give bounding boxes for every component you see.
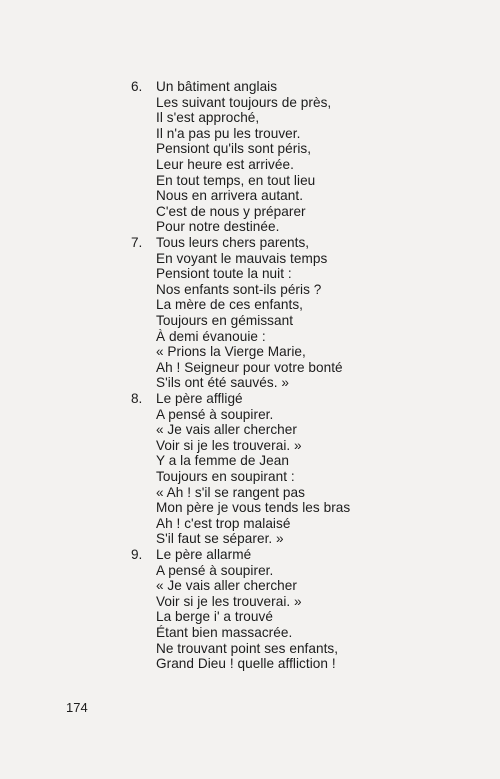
verse-line: S'ils ont été sauvés. » (156, 375, 289, 391)
verse-line: Ah ! Seigneur pour votre bonté (156, 359, 343, 375)
verse-line: Ne trouvant point ses enfants, (156, 640, 339, 656)
verse-line: A pensé à soupirer. (156, 562, 274, 578)
stanza-number: 8. (131, 391, 143, 406)
verse-line: Y a la femme de Jean (156, 453, 289, 469)
verse-line: Tous leurs chers parents, (156, 235, 310, 250)
verse-line: La mère de ces enfants, (156, 297, 303, 313)
verse-line: « Prions la Vierge Marie, (156, 344, 306, 360)
page-number: 174 (66, 700, 88, 715)
verse-line: Il s'est approché, (156, 110, 260, 126)
verse-line: Mon père je vous tends les bras (156, 500, 351, 516)
verse-line: Toujours en soupirant : (156, 468, 295, 484)
verse-line: Le père allarmé (156, 547, 252, 562)
stanza-lines (156, 547, 476, 672)
stanza-lines (156, 79, 476, 235)
verse-line: Pensiont toute la nuit : (156, 266, 292, 282)
verse-line: A pensé à soupirer. (156, 406, 274, 422)
verse-line: Nos enfants sont-ils péris ? (156, 281, 322, 297)
stanza-lines (156, 235, 476, 391)
stanza-number: 7. (131, 235, 143, 250)
verse-line: Un bâtiment anglais (156, 79, 278, 94)
verse-line: S'il faut se séparer. » (156, 531, 284, 547)
verse-line: Les suivant toujours de près, (156, 94, 332, 110)
verse-line: Nous en arrivera autant. (156, 188, 304, 204)
verse-line: À demi évanouie : (156, 328, 266, 344)
stanza-number: 9. (131, 547, 143, 562)
verse-line: Pensiont qu'ils sont péris, (156, 141, 312, 157)
verse-line: Leur heure est arrivée. (156, 156, 294, 172)
verse-line: Ah ! c'est trop malaisé (156, 515, 291, 531)
verse-line: Il n'a pas pu les trouver. (156, 125, 301, 141)
verse-line: Étant bien massacrée. (156, 624, 293, 640)
verse-line: « Ah ! s'il se rangent pas (156, 484, 305, 500)
verse-line: En voyant le mauvais temps (156, 250, 328, 266)
verse-line: En tout temps, en tout lieu (156, 172, 316, 188)
verse-line: « Je vais aller chercher (156, 422, 297, 438)
stanza-number: 6. (131, 79, 143, 94)
verse-line: « Je vais aller chercher (156, 578, 297, 594)
verse-line: Pour notre destinée. (156, 219, 280, 235)
verse-line: La berge i' a trouvé (156, 609, 273, 625)
verse-line: Le père affligé (156, 391, 243, 406)
verse-line: Toujours en gémissant (156, 312, 294, 328)
verse-line: Voir si je les trouverai. » (156, 437, 302, 453)
verse-line: C'est de nous y préparer (156, 203, 306, 219)
verse-line: Grand Dieu ! quelle affliction ! (156, 656, 336, 672)
stanza-lines (156, 391, 476, 547)
verse-line: Voir si je les trouverai. » (156, 593, 302, 609)
